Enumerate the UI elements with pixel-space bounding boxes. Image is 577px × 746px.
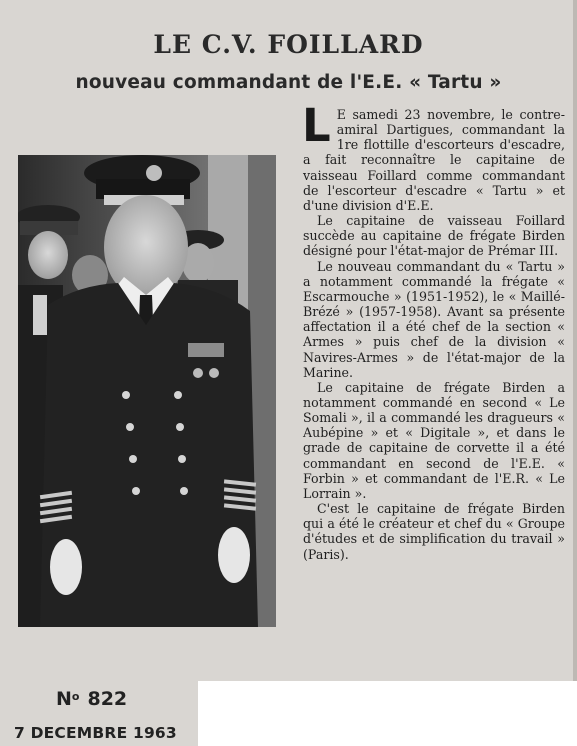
headline: LE C.V. FOILLARD: [153, 30, 424, 59]
article-paragraph: L E samedi 23 novembre, le contre-amiral Dartigues, commandant la 1re flottille d'escorteurs d'escadre, a fait reconnaître le capitaine de vaisseau Foillard comme commandant de l'escorteur d'escadre « Tartu » et d'une division d'E.E.: [302, 99, 565, 213]
article-paragraph: C'est le capitaine de frégate Birden qui a été le créateur et chef du « Groupe d'études et de simplification du travail » (Paris).: [303, 501, 565, 562]
subheadline: nouveau commandant de l'E.E. « Tartu »: [75, 72, 502, 93]
article-paragraph: Le capitaine de frégate Birden a notamment commandé en second « Le Somali », il a commandé les dragueurs « Aubépine » et « Digitale », et dans le grade de capitaine de corvette il a été commandant en second de l'E.E. « Forbin » et commandant de l'E.R. « Le Lorrain ».: [303, 379, 565, 501]
issue-number: $N^o$ 822: [56, 688, 128, 710]
drop-cap: L: [302, 99, 331, 152]
article-paragraph: Le nouveau commandant du « Tartu » a notamment commandé la frégate « Escarmouche » (1951-1952), le « Maillé-Brézé » (1957-1958). Avant sa présente affectation il a été chef de la section « Armes » puis chef de la division « Navires-Armes » de l'état-major de la Marine.: [303, 258, 565, 380]
article-paragraph: Le capitaine de vaisseau Foillard succède au capitaine de frégate Birden désigné pour l'état-major de Prémar III.: [303, 213, 565, 259]
article-body: [302, 99, 565, 562]
blank-area: [198, 681, 577, 746]
issue-date: 7 DECEMBRE 1963: [14, 724, 177, 742]
page-edge: [573, 0, 577, 746]
officer-photo: [18, 155, 276, 627]
